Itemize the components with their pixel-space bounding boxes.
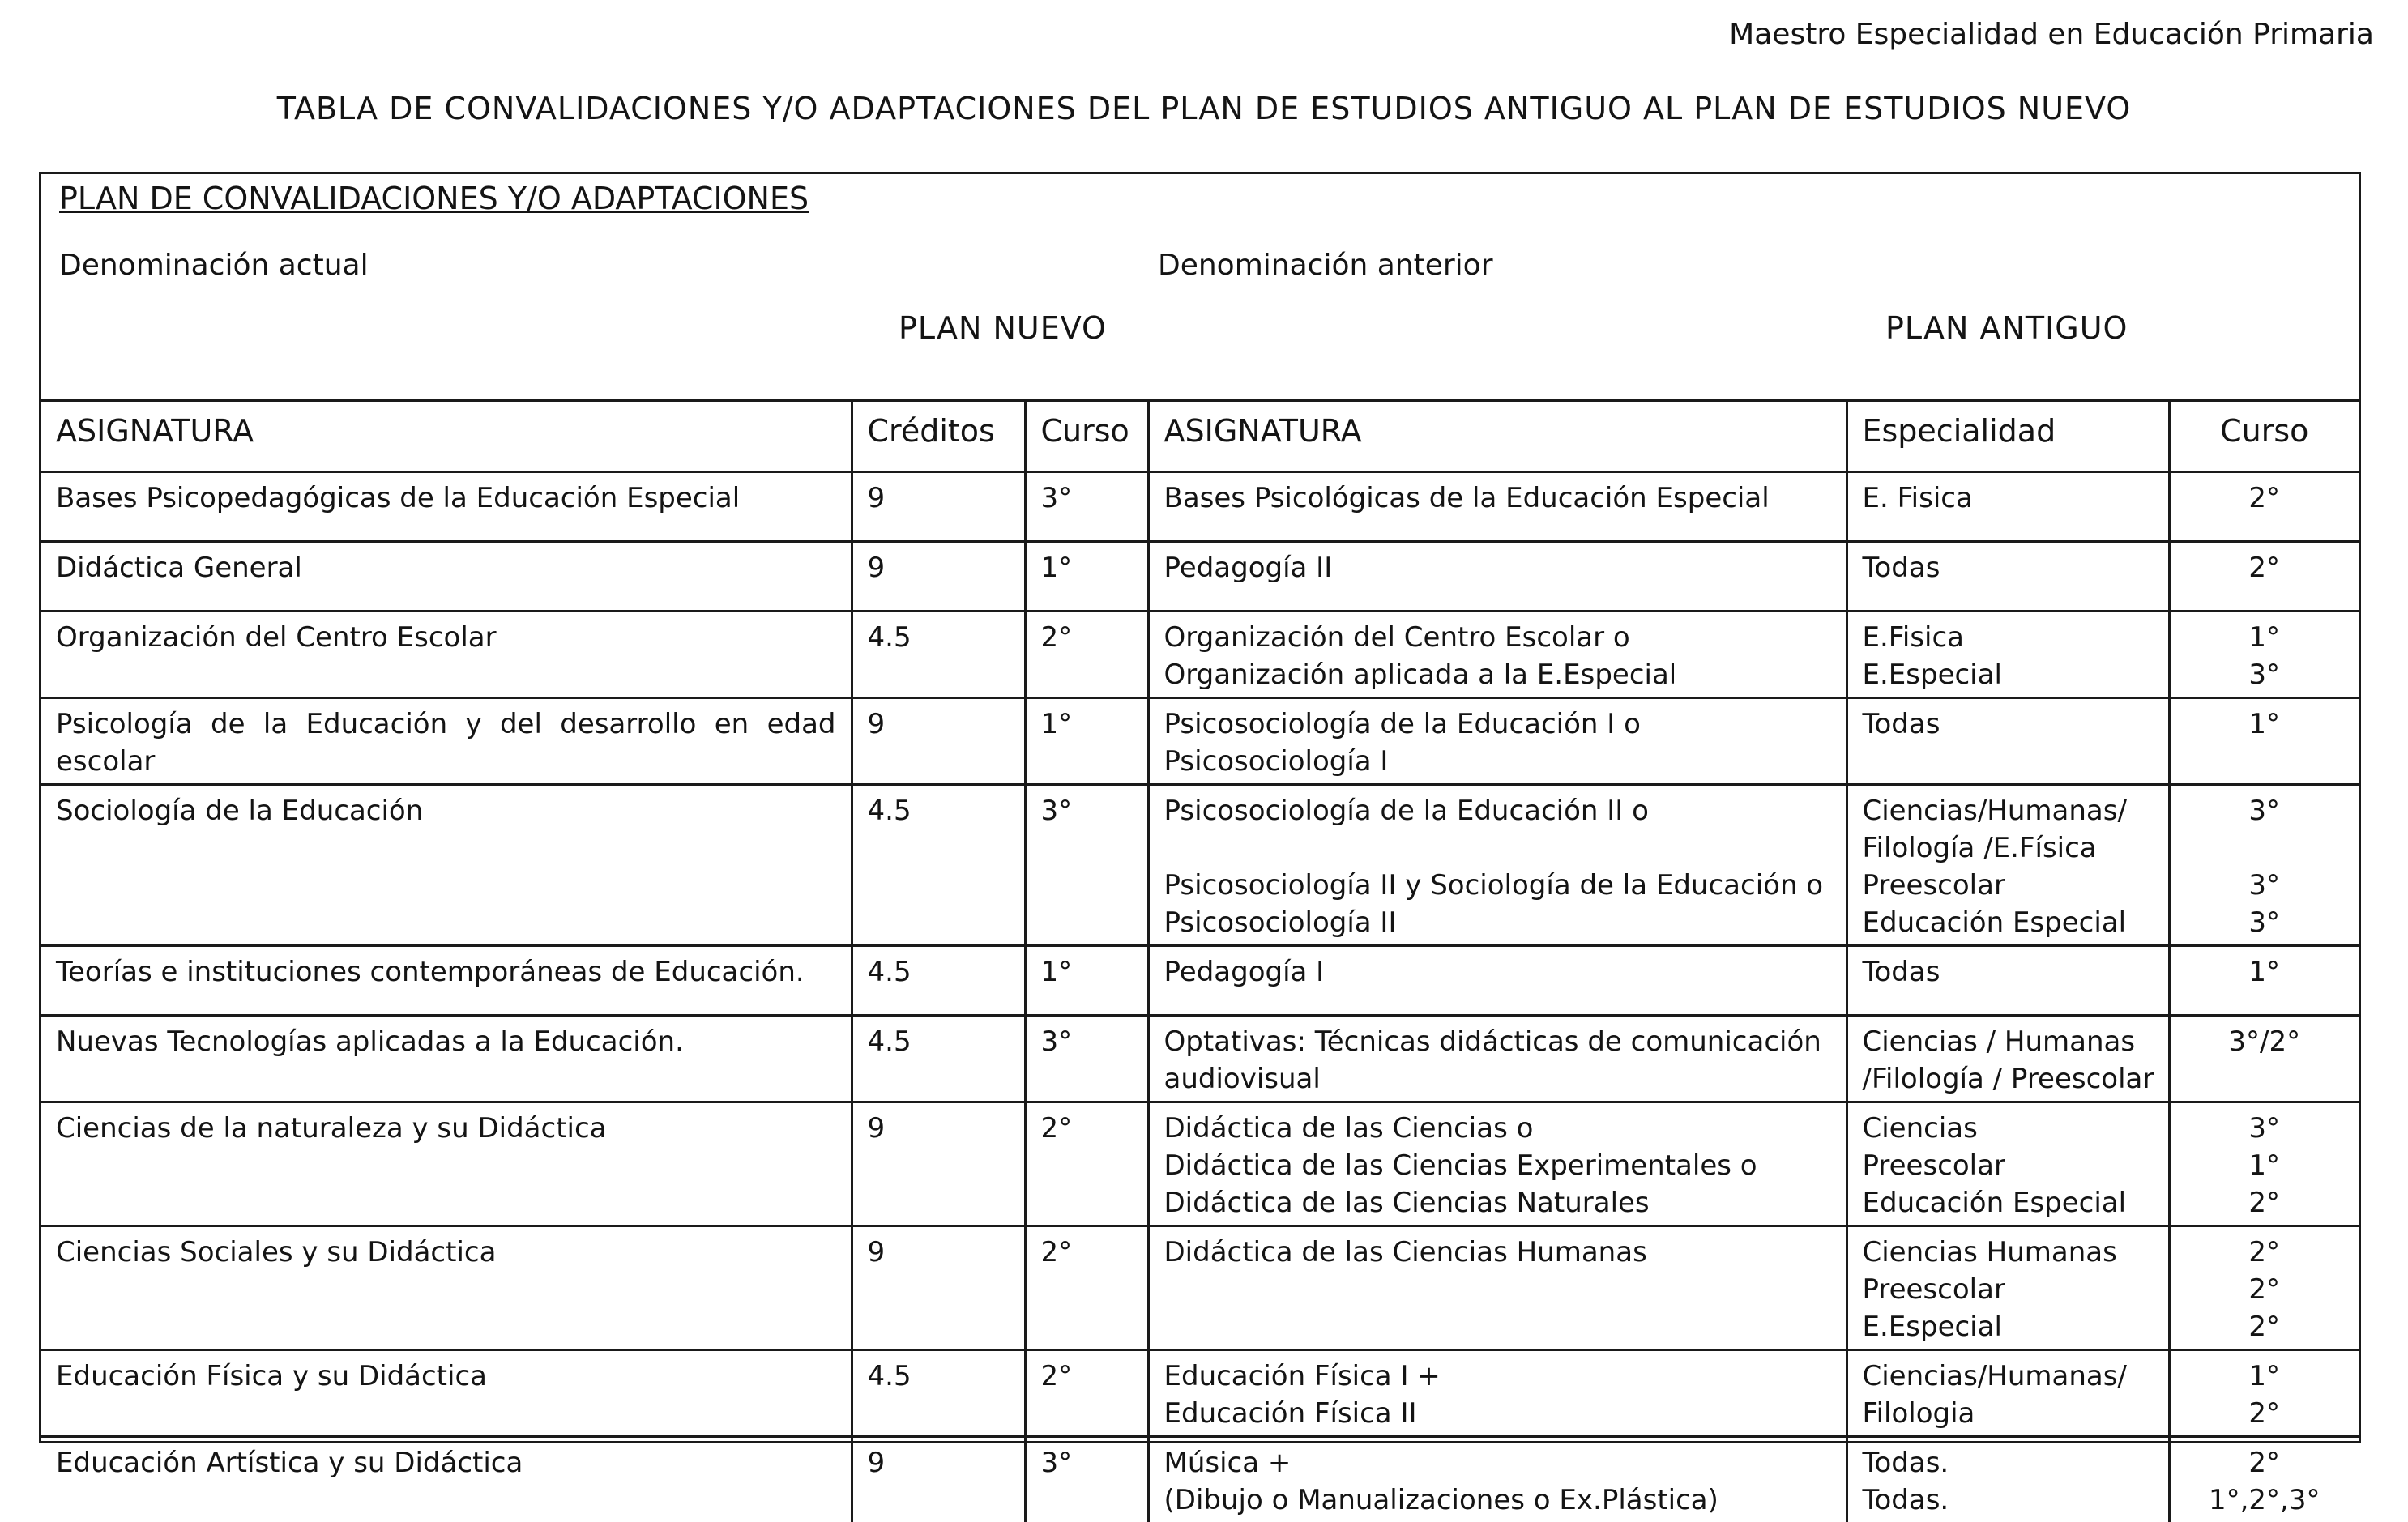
old-course-line: 2° xyxy=(2185,1308,2345,1345)
table-row xyxy=(41,612,2359,698)
table-row xyxy=(41,542,2359,612)
cell-creditos: 9 xyxy=(852,1437,1025,1522)
old-course-line: 2° xyxy=(2185,1184,2345,1221)
old-subject-line: Didáctica de las Ciencias Naturales xyxy=(1164,1184,1831,1221)
cell-creditos: 4.5 xyxy=(852,1350,1025,1437)
document-title: TABLA DE CONVALIDACIONES Y/O ADAPTACIONES DEL PLAN DE ESTUDIOS ANTIGUO AL PLAN DE ESTUDIOS NUEVO xyxy=(0,91,2408,126)
cell-asignatura-old xyxy=(1148,1437,1847,1522)
column-header-curso: Curso xyxy=(1025,401,1148,472)
cell-especialidad xyxy=(1847,472,2169,542)
old-course-line: 2° xyxy=(2185,1444,2345,1481)
cell-asignatura: Ciencias Sociales y su Didáctica xyxy=(41,1226,852,1350)
cell-especialidad xyxy=(1847,1226,2169,1350)
cell-especialidad xyxy=(1847,1102,2169,1226)
old-subject-line: Psicosociología II xyxy=(1164,904,1831,941)
cell-curso-old xyxy=(2169,542,2359,612)
old-course-line: 3° xyxy=(2185,867,2345,904)
speciality-line: E. Fisica xyxy=(1863,480,2154,517)
old-course-line: 2° xyxy=(2185,480,2345,517)
speciality-line: E.Fisica xyxy=(1863,619,2154,656)
cell-curso: 2° xyxy=(1025,1350,1148,1437)
column-header-asignatura: ASIGNATURA xyxy=(41,401,852,472)
column-header-especialidad: Especialidad xyxy=(1847,401,2169,472)
cell-curso-old xyxy=(2169,785,2359,946)
cell-curso-old xyxy=(2169,1016,2359,1102)
table-header-row xyxy=(41,401,2359,472)
cell-asignatura-old xyxy=(1148,472,1847,542)
cell-curso-old xyxy=(2169,1437,2359,1522)
speciality-line: E.Especial xyxy=(1863,1308,2154,1345)
cell-curso: 1° xyxy=(1025,698,1148,785)
cell-curso: 2° xyxy=(1025,1226,1148,1350)
old-course-line: 1° xyxy=(2185,619,2345,656)
cell-asignatura-old xyxy=(1148,785,1847,946)
cell-curso-old xyxy=(2169,472,2359,542)
cell-asignatura: Bases Psicopedagógicas de la Educación Especial xyxy=(41,472,852,542)
old-subject-line: Pedagogía I xyxy=(1164,953,1831,991)
speciality-line: Preescolar xyxy=(1863,1147,2154,1184)
old-course-line: 3° xyxy=(2185,1110,2345,1147)
cell-especialidad xyxy=(1847,1437,2169,1522)
cell-asignatura-old xyxy=(1148,1350,1847,1437)
speciality-line: Todas xyxy=(1863,706,2154,743)
cell-asignatura-old xyxy=(1148,542,1847,612)
old-subject-line: Educación Física I + xyxy=(1164,1358,1831,1395)
cell-asignatura-old xyxy=(1148,698,1847,785)
speciality-line: Preescolar xyxy=(1863,867,2154,904)
cell-curso: 3° xyxy=(1025,1437,1148,1522)
old-subject-line: Didáctica de las Ciencias Humanas xyxy=(1164,1234,1831,1271)
old-course-line: 3° xyxy=(2185,792,2345,829)
cell-especialidad xyxy=(1847,946,2169,1016)
cell-curso: 3° xyxy=(1025,1016,1148,1102)
old-course-line: 1° xyxy=(2185,1147,2345,1184)
cell-creditos: 4.5 xyxy=(852,612,1025,698)
table-row xyxy=(41,1350,2359,1437)
new-plan-label: PLAN NUEVO xyxy=(899,310,1107,346)
cell-curso-old xyxy=(2169,612,2359,698)
speciality-line: Ciencias/Humanas/ xyxy=(1863,792,2154,829)
old-subject-line: Didáctica de las Ciencias Experimentales o xyxy=(1164,1147,1831,1184)
cell-creditos: 4.5 xyxy=(852,946,1025,1016)
speciality-line: Filología /E.Física xyxy=(1863,829,2154,867)
cell-curso-old xyxy=(2169,1350,2359,1437)
speciality-line: Ciencias Humanas xyxy=(1863,1234,2154,1271)
cell-creditos: 9 xyxy=(852,1102,1025,1226)
old-course-line: 1° xyxy=(2185,1358,2345,1395)
cell-curso-old xyxy=(2169,1102,2359,1226)
table-row xyxy=(41,785,2359,946)
cell-asignatura: Psicología de la Educación y del desarrollo en edad escolar xyxy=(41,698,852,785)
cell-especialidad xyxy=(1847,612,2169,698)
table-row xyxy=(41,946,2359,1016)
speciality-line: Todas xyxy=(1863,953,2154,991)
speciality-line: Educación Especial xyxy=(1863,904,2154,941)
speciality-line: E.Especial xyxy=(1863,656,2154,693)
old-subject-line: Educación Física II xyxy=(1164,1395,1831,1432)
cell-creditos: 9 xyxy=(852,542,1025,612)
cell-asignatura: Educación Física y su Didáctica xyxy=(41,1350,852,1437)
cell-curso: 3° xyxy=(1025,472,1148,542)
cell-curso: 1° xyxy=(1025,542,1148,612)
cell-asignatura-old xyxy=(1148,1226,1847,1350)
old-course-line: 2° xyxy=(2185,549,2345,586)
speciality-line: Ciencias/Humanas/ xyxy=(1863,1358,2154,1395)
table-row xyxy=(41,1437,2359,1522)
cell-asignatura: Ciencias de la naturaleza y su Didáctica xyxy=(41,1102,852,1226)
speciality-line: Todas. xyxy=(1863,1481,2154,1519)
cell-curso: 3° xyxy=(1025,785,1148,946)
cell-especialidad xyxy=(1847,785,2169,946)
speciality-line: Todas. xyxy=(1863,1444,2154,1481)
convalidation-table xyxy=(41,399,2359,1522)
speciality-line: Preescolar xyxy=(1863,1271,2154,1308)
convalidation-box xyxy=(39,172,2361,1443)
old-course-line: 3°/2° xyxy=(2185,1023,2345,1060)
column-header-creditos: Créditos xyxy=(852,401,1025,472)
old-subject-line: audiovisual xyxy=(1164,1060,1831,1098)
old-subject-line: Psicosociología II y Sociología de la Educación o xyxy=(1164,867,1831,904)
old-course-line: 3° xyxy=(2185,904,2345,941)
table-row xyxy=(41,1102,2359,1226)
old-course-line: 2° xyxy=(2185,1234,2345,1271)
cell-asignatura: Didáctica General xyxy=(41,542,852,612)
cell-creditos: 4.5 xyxy=(852,1016,1025,1102)
old-plan-label: PLAN ANTIGUO xyxy=(1885,310,2128,346)
cell-asignatura-old xyxy=(1148,946,1847,1016)
old-course-line: 1° xyxy=(2185,953,2345,991)
plan-heading: PLAN DE CONVALIDACIONES Y/O ADAPTACIONES xyxy=(59,181,809,216)
cell-especialidad xyxy=(1847,698,2169,785)
cell-asignatura: Nuevas Tecnologías aplicadas a la Educación. xyxy=(41,1016,852,1102)
cell-creditos: 9 xyxy=(852,1226,1025,1350)
speciality-line: Ciencias xyxy=(1863,1110,2154,1147)
cell-asignatura: Teorías e instituciones contemporáneas de Educación. xyxy=(41,946,852,1016)
current-denomination-label: Denominación actual xyxy=(59,249,369,282)
speciality-line: Ciencias / Humanas xyxy=(1863,1023,2154,1060)
cell-asignatura-old xyxy=(1148,1016,1847,1102)
old-course-line: 2° xyxy=(2185,1395,2345,1432)
old-course-line: 3° xyxy=(2185,656,2345,693)
old-subject-line: Optativas: Técnicas didácticas de comunicación xyxy=(1164,1023,1831,1060)
table-row xyxy=(41,1226,2359,1350)
old-subject-line xyxy=(1164,829,1831,867)
old-subject-line: Psicosociología de la Educación II o xyxy=(1164,792,1831,829)
old-subject-line: (Dibujo o Manualizaciones o Ex.Plástica) xyxy=(1164,1481,1831,1519)
old-subject-line: Pedagogía II xyxy=(1164,549,1831,586)
speciality-line: Todas xyxy=(1863,549,2154,586)
old-course-line: 1°,2°,3° xyxy=(2185,1481,2345,1519)
old-subject-line: Organización del Centro Escolar o xyxy=(1164,619,1831,656)
old-subject-line: Música + xyxy=(1164,1444,1831,1481)
old-course-line xyxy=(2185,829,2345,867)
cell-especialidad xyxy=(1847,1016,2169,1102)
old-subject-line: Psicosociología de la Educación I o xyxy=(1164,706,1831,743)
speciality-line: Educación Especial xyxy=(1863,1184,2154,1221)
column-header-curso-old: Curso xyxy=(2169,401,2359,472)
cell-creditos: 9 xyxy=(852,698,1025,785)
cell-asignatura-old xyxy=(1148,612,1847,698)
cell-especialidad xyxy=(1847,1350,2169,1437)
cell-curso: 1° xyxy=(1025,946,1148,1016)
table-row xyxy=(41,698,2359,785)
old-subject-line: Psicosociología I xyxy=(1164,743,1831,780)
cell-asignatura: Educación Artística y su Didáctica xyxy=(41,1437,852,1522)
speciality-line: /Filología / Preescolar xyxy=(1863,1060,2154,1098)
table-row xyxy=(41,1016,2359,1102)
old-subject-line: Organización aplicada a la E.Especial xyxy=(1164,656,1831,693)
cell-especialidad xyxy=(1847,542,2169,612)
cell-curso: 2° xyxy=(1025,1102,1148,1226)
cell-curso-old xyxy=(2169,1226,2359,1350)
old-course-line: 2° xyxy=(2185,1271,2345,1308)
speciality-line: Filologia xyxy=(1863,1395,2154,1432)
previous-denomination-label: Denominación anterior xyxy=(1158,249,1493,282)
cell-asignatura: Sociología de la Educación xyxy=(41,785,852,946)
table-row xyxy=(41,472,2359,542)
cell-curso-old xyxy=(2169,946,2359,1016)
old-subject-line: Didáctica de las Ciencias o xyxy=(1164,1110,1831,1147)
cell-asignatura: Organización del Centro Escolar xyxy=(41,612,852,698)
column-header-asignatura-old: ASIGNATURA xyxy=(1148,401,1847,472)
cell-asignatura-old xyxy=(1148,1102,1847,1226)
document-subtitle: Maestro Especialidad en Educación Primaria xyxy=(1729,18,2374,51)
cell-creditos: 9 xyxy=(852,472,1025,542)
cell-curso: 2° xyxy=(1025,612,1148,698)
old-subject-line: Bases Psicológicas de la Educación Especial xyxy=(1164,480,1831,517)
cell-curso-old xyxy=(2169,698,2359,785)
cell-creditos: 4.5 xyxy=(852,785,1025,946)
old-course-line: 1° xyxy=(2185,706,2345,743)
